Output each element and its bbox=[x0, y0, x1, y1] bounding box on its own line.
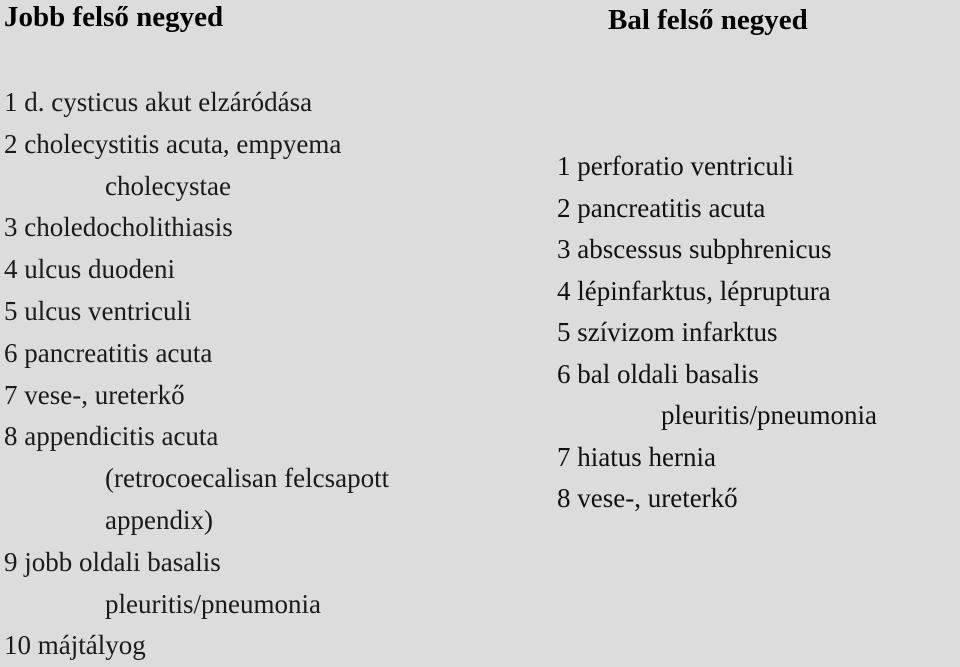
list-item: 5 ulcus ventriculi bbox=[4, 295, 192, 326]
list-item: 8 appendicitis acuta bbox=[4, 421, 219, 452]
right-upper-quadrant-list bbox=[4, 82, 389, 667]
left-upper-quadrant-list bbox=[557, 146, 877, 520]
list-item: 7 vese-, ureterkő bbox=[4, 379, 185, 410]
list-item-continuation: appendix) bbox=[105, 504, 213, 535]
list-item: 7 hiatus hernia bbox=[557, 441, 716, 472]
list-item: 2 cholecystitis acuta, empyema bbox=[4, 128, 342, 159]
list-item-continuation: pleuritis/pneumonia bbox=[661, 400, 877, 430]
list-item: 10 májtályog bbox=[4, 630, 146, 661]
list-item-continuation: pleuritis/pneumonia bbox=[105, 588, 321, 619]
list-item-continuation: cholecystae bbox=[105, 170, 231, 201]
list-item: 6 bal oldali basalis bbox=[557, 358, 759, 389]
right-upper-quadrant-heading: Jobb felső negyed bbox=[4, 1, 224, 33]
list-item: 4 ulcus duodeni bbox=[4, 254, 175, 285]
list-item: 4 lépinfarktus, lépruptura bbox=[557, 275, 831, 306]
list-item-continuation: (retrocoecalisan felcsapott bbox=[105, 463, 390, 494]
list-item: 8 vese-, ureterkő bbox=[557, 483, 738, 513]
list-item: 1 d. cysticus akut elzáródása bbox=[4, 87, 313, 117]
list-item: 3 choledocholithiasis bbox=[4, 212, 233, 243]
list-item: 2 pancreatitis acuta bbox=[557, 192, 766, 223]
list-item: 3 abscessus subphrenicus bbox=[557, 234, 832, 264]
list-item: 6 pancreatitis acuta bbox=[4, 337, 213, 368]
list-item: 1 perforatio ventriculi bbox=[557, 151, 794, 181]
list-item: 9 jobb oldali basalis bbox=[4, 546, 221, 577]
list-item: 5 szívizom infarktus bbox=[557, 317, 778, 347]
left-upper-quadrant-heading: Bal felső negyed bbox=[608, 4, 808, 36]
